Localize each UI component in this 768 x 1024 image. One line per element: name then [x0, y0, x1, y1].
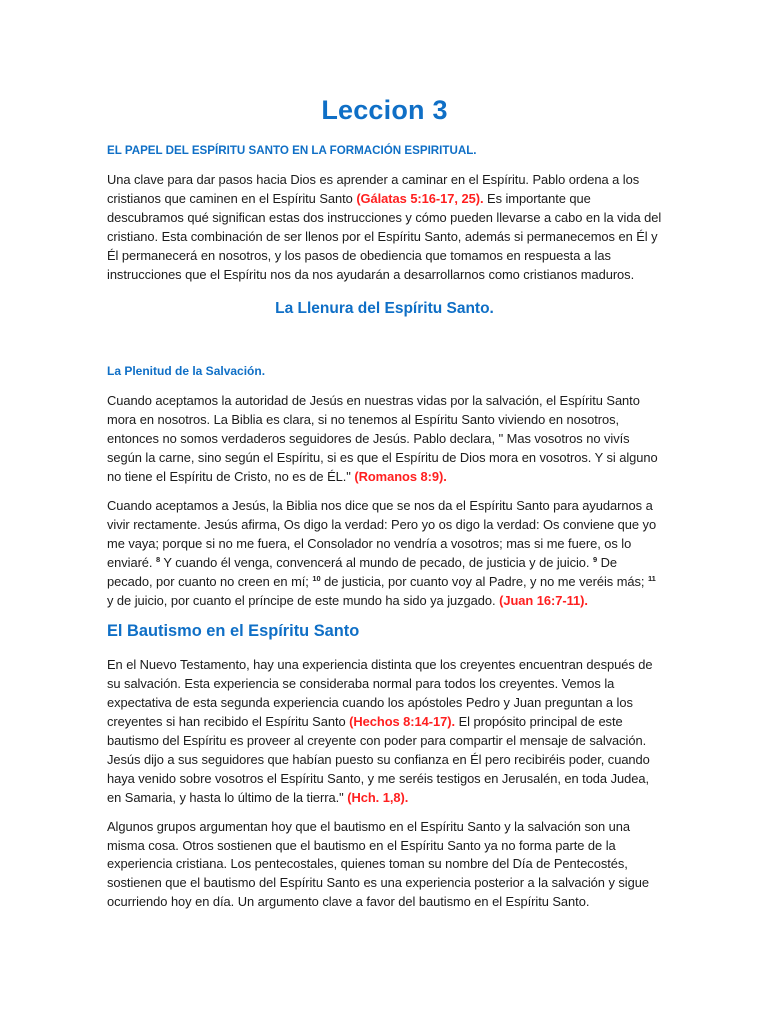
juan-text-2: Y cuando él venga, convencerá al mundo de pecado, de justicia y de juicio.	[160, 554, 593, 570]
juan-text-1: Cuando aceptamos a Jesús, la Biblia nos dice que se nos da el Espíritu Santo para ayudarnos a vivir rectamente. Jesús afirma, Os digo la verdad: Pero yo os digo la verdad: Os conviene que yo me vaya; porque si no me fuera, el Consolador no vendría a vosotros; mas si me fuere, os lo enviaré.	[107, 497, 657, 570]
verse-number-11: 11	[647, 573, 656, 583]
plenitud-text-1: Cuando aceptamos la autoridad de Jesús en nuestras vidas por la salvación, el Espíritu Santo mora en nosotros. La Biblia es clara, si no tenemos al Espíritu Santo viviendo en nosotros, entonces no somos verdaderos seguidores de Jesús. Pablo declara, " Mas vosotros no vivís según la carne, sino según el Espíritu, si es que el Espíritu de Dios mora en vosotros. Y si alguno no tiene el Espíritu de Cristo, no es de ÉL."	[107, 393, 658, 485]
lesson-subtitle: EL PAPEL DEL ESPÍRITU SANTO EN LA FORMACIÓN ESPIRITUAL.	[107, 144, 477, 157]
bautismo-paragraph-1	[107, 656, 662, 807]
verse-number-10: 10	[312, 573, 321, 583]
juan-text-5: y de juicio, por cuanto el príncipe de este mundo ha sido ya juzgado.	[107, 592, 500, 608]
juan-text-3: De pecado, por cuanto no creen en mí;	[107, 554, 618, 589]
plenitud-paragraph	[107, 392, 662, 487]
bautismo-text-1: En el Nuevo Testamento, hay una experiencia distinta que los creyentes encuentran después de su salvación. Esta experiencia se consideraba normal para todos los creyentes. Vemos la expectativa de esta segunda experiencia cuando los apóstoles Pedro y Juan preguntan a los creyentes si han recibido el Espíritu Santo	[107, 657, 653, 730]
scripture-reference-romanos: (Romanos 8:9).	[354, 469, 447, 485]
bautismo-paragraph-2	[107, 818, 662, 913]
verse-number-8: 8	[156, 554, 161, 564]
section-heading-llenura: La Llenura del Espíritu Santo.	[275, 300, 494, 318]
intro-text-1: Una clave para dar pasos hacia Dios es aprender a caminar en el Espíritu. Pablo ordena a los cristianos que caminen en el Espíritu Santo	[107, 172, 640, 206]
scripture-reference-hch: (Hch. 1,8).	[347, 789, 409, 805]
bautismo2-text-1: Algunos grupos argumentan hoy que el bautismo en el Espíritu Santo y la salvación son una misma cosa. Otros sostienen que el bautismo en el Espíritu Santo ya no forma parte de la experiencia cristiana. Los pentecostales, quienes toman su nombre del Día de Pentecostés, sostienen que el bautismo del Espíritu Santo es una experiencia posterior a la salvación y sigue ocurriendo hoy en día. Un argumento clave a favor del bautismo en el Espíritu Santo.	[107, 818, 649, 910]
bautismo-text-2: El propósito principal de este bautismo del Espíritu es proveer al creyente con poder para compartir el mensaje de salvación. Jesús dijo a sus seguidores que habían puesto su confianza en Él pero recibiréis poder, cuando haya venido sobre vosotros el Espíritu Santo, y me seréis testigos en Jerusalén, en toda Judea, en Samaria, y hasta lo último de la tierra."	[107, 714, 650, 805]
lesson-title: Leccion 3	[321, 95, 448, 125]
subsection-heading-plenitud: La Plenitud de la Salvación.	[107, 364, 266, 379]
section-heading-bautismo: El Bautismo en el Espíritu Santo	[107, 622, 360, 641]
intro-paragraph	[107, 171, 662, 284]
intro-text-2: Es importante que descubramos qué significan estas dos instrucciones y cómo pueden llevarse a cabo en la vida del cristiano. Esta combinación de ser llenos por el Espíritu Santo, además si permanecemos en Él y Él permanecerá en nosotros, y los pasos de obediencia que tomamos en respuesta a las instrucciones que el Espíritu nos da nos ayudarán a desarrollarnos como cristianos maduros.	[107, 190, 662, 282]
verse-number-9: 9	[593, 554, 598, 564]
juan-paragraph	[107, 497, 662, 610]
scripture-reference-juan: (Juan 16:7-11).	[499, 592, 588, 608]
juan-text-4: de justicia, por cuanto voy al Padre, y no me veréis más;	[320, 573, 648, 589]
scripture-reference-galatas: (Gálatas 5:16-17, 25).	[356, 190, 484, 206]
scripture-reference-hechos: (Hechos 8:14-17).	[349, 714, 456, 730]
